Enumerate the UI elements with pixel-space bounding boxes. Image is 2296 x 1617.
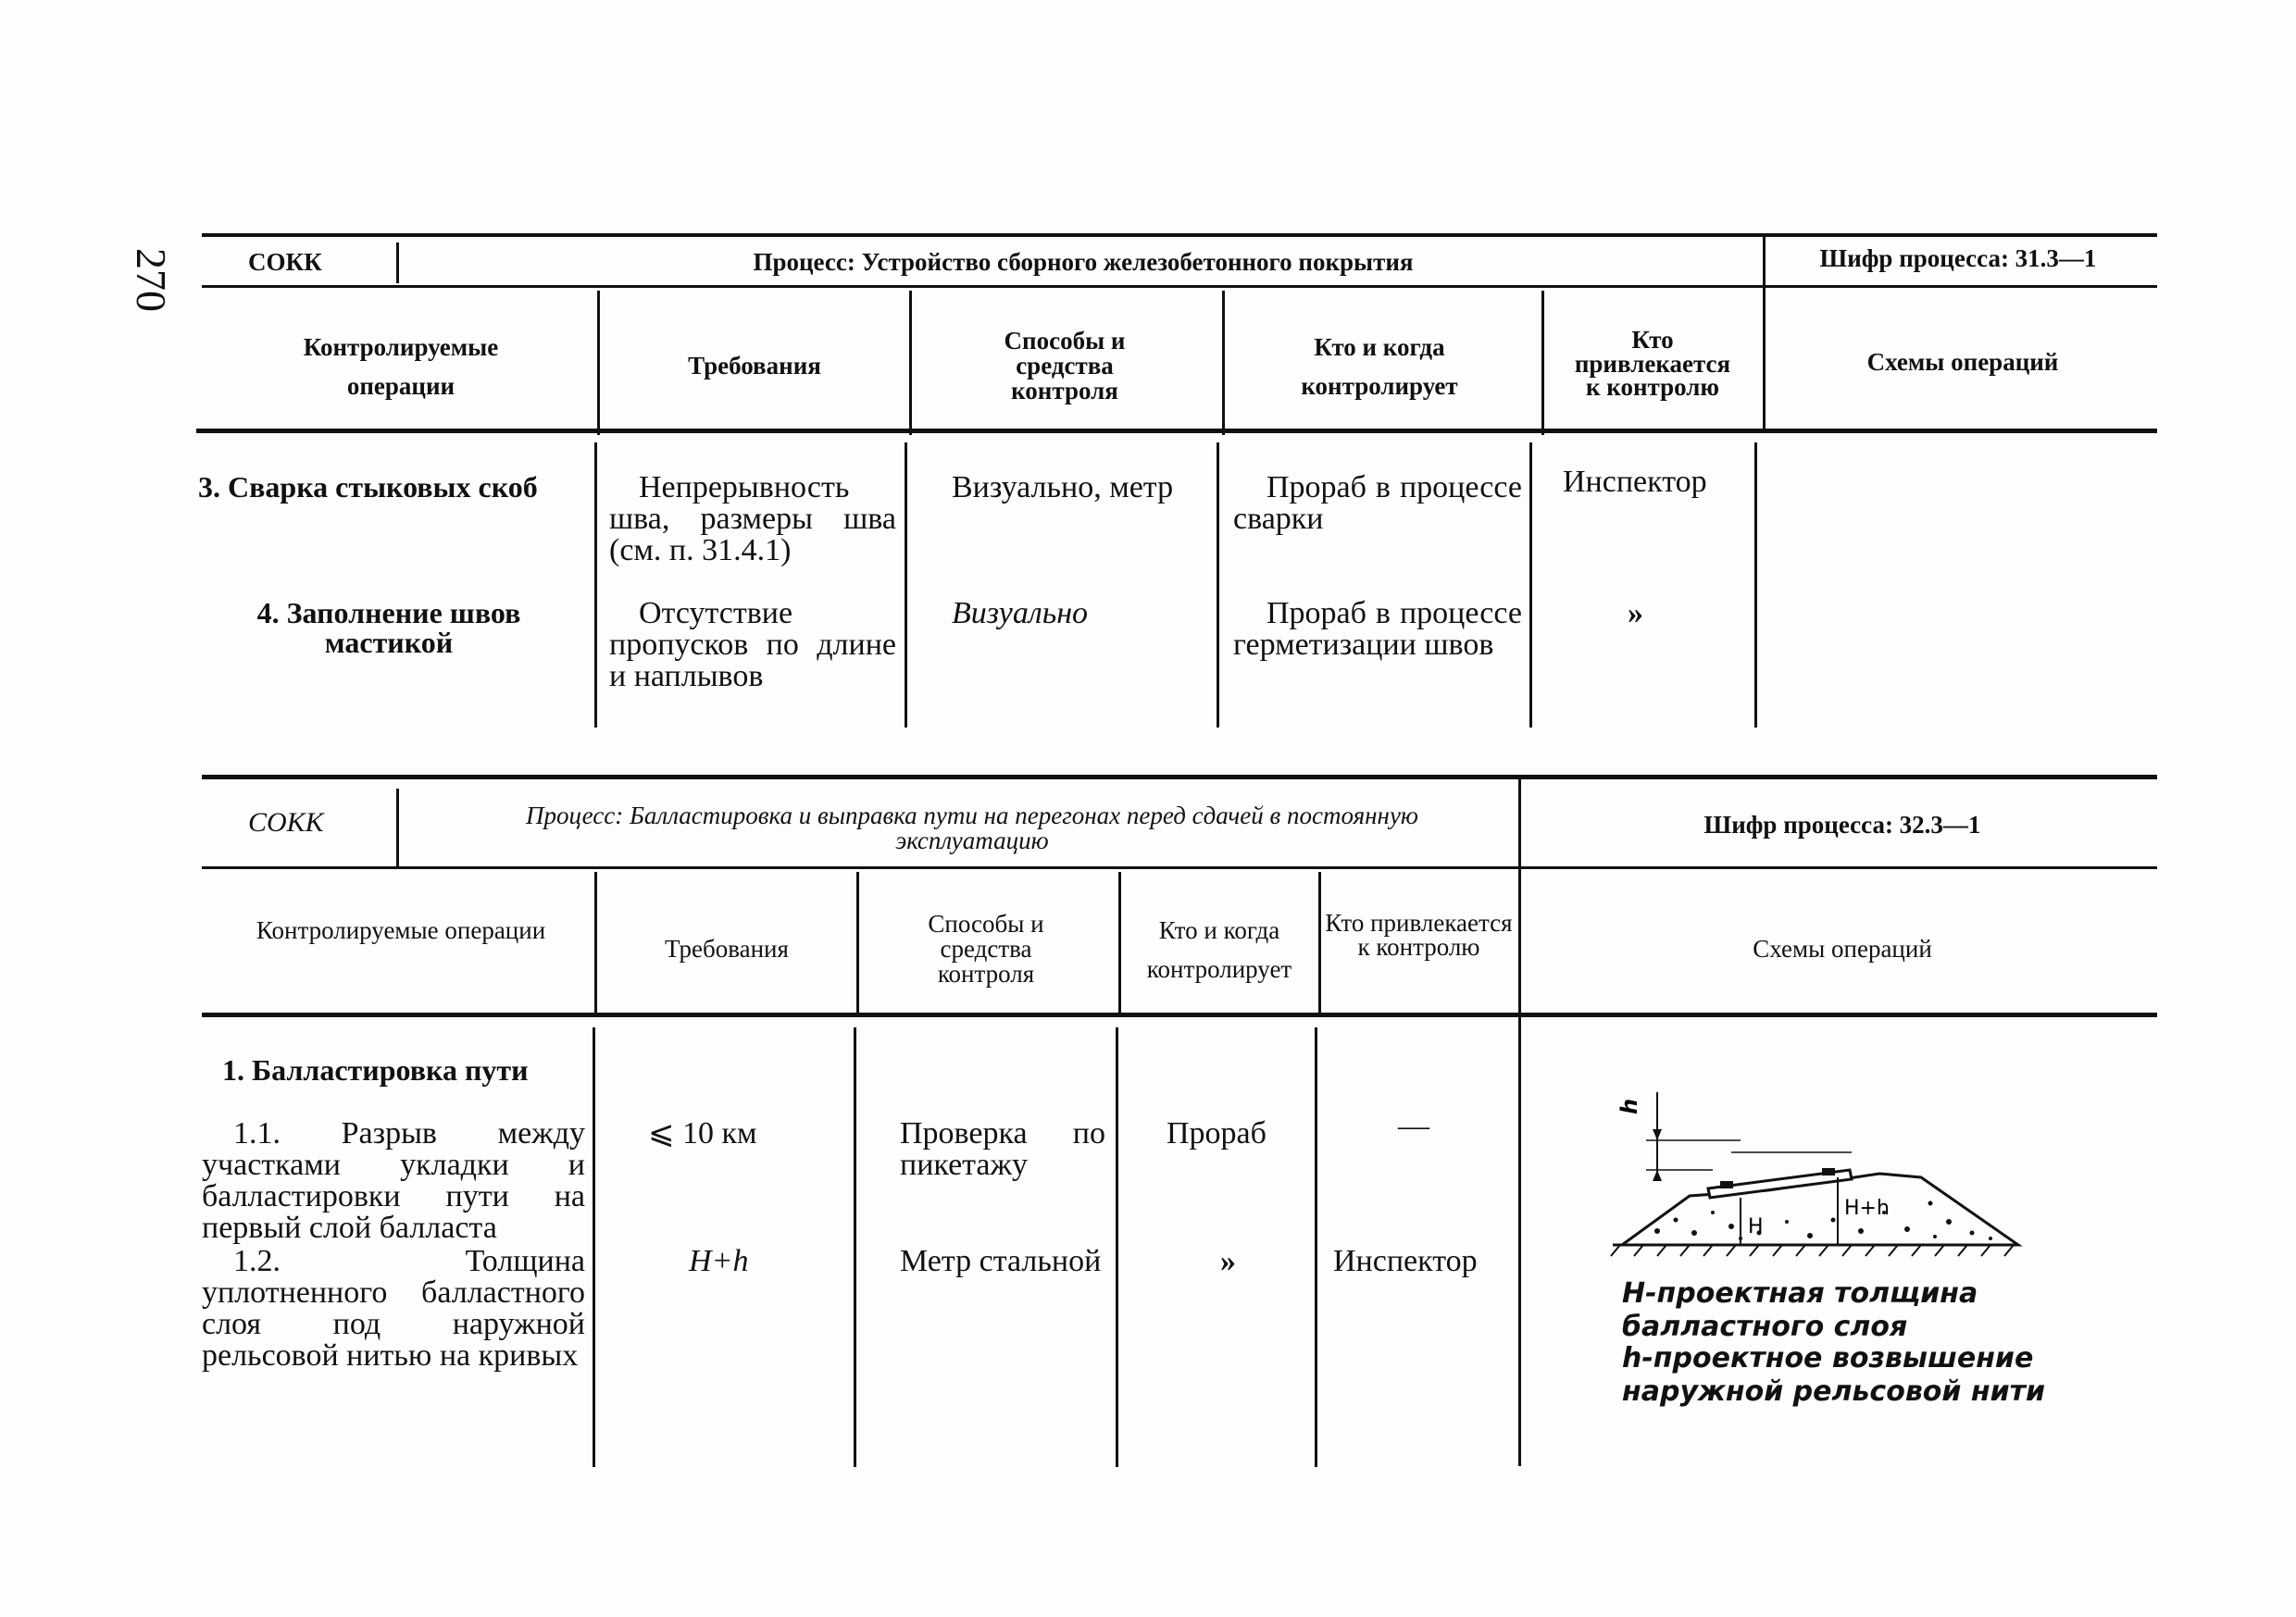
table1-header-who-when: Кто и когда контролирует: [1301, 333, 1458, 400]
table2-row2-requirement: H+h: [689, 1244, 749, 1278]
diagram-legend-h: h-проектное возвышение наружной рельсовой нити: [1622, 1342, 2046, 1408]
table2-header-schemes: Схемы операций: [1753, 935, 1932, 963]
table2-row1-who-involved: —: [1398, 1109, 1429, 1143]
table2-row1-operation: 1.1. Разрыв между участками укладки и балластировки пути на первый слой балласта: [202, 1116, 585, 1245]
table1-row2-requirement: Отсутствие пропусков по длине и наплывов: [609, 596, 896, 693]
table2-row2-operation: 1.2. Толщина уплотненного балластного слоя под наружной рельсовой нитью на кривых: [202, 1244, 585, 1373]
table1-header-who-involved: Кто привлекается к контролю: [1574, 326, 1731, 402]
table2-section-title: 1. Балластировка пути: [222, 1053, 529, 1087]
table1-header-methods: Способы и средства контроля: [1004, 327, 1126, 404]
table2-process-code: Шифр процесса: 32.3—1: [1703, 811, 1981, 839]
table1-header-operations: Контролируемые операции: [303, 333, 499, 400]
table1-sokk: СОКК: [248, 248, 322, 276]
table1-process-code: Шифр процесса: 31.3—1: [1819, 244, 2097, 272]
table1-row2-who-when: Прораб в процессе герметизации швов: [1233, 596, 1522, 662]
table2-header-who-when: Кто и когда контролирует: [1146, 916, 1292, 983]
diagram-h-dim-label: h: [1616, 1098, 1642, 1114]
table1-row1-who-when: Прораб в процессе сварки: [1233, 470, 1522, 536]
table2-row2-who-when: »: [1220, 1244, 1236, 1278]
table2-row2-method: Метр стальной: [900, 1244, 1102, 1278]
diagram-H-label: H: [1748, 1215, 1764, 1238]
table1-header-schemes: Схемы операций: [1866, 348, 2059, 376]
table2-header-requirements: Требования: [665, 935, 789, 963]
table1-row2-who-involved: »: [1628, 596, 1643, 630]
table2-row1-who-when: Прораб: [1167, 1116, 1267, 1151]
table1-header-requirements: Требования: [688, 352, 821, 379]
table1-row2-operation: 4. Заполнение швов мастикой: [256, 596, 521, 659]
table2-row1-method: Проверка по пикетажу: [900, 1116, 1105, 1182]
diagram-Hh-label: H+h: [1844, 1197, 1890, 1220]
table1-row1-who-involved: Инспектор: [1563, 465, 1707, 499]
table1-row1-requirement: Непрерывность шва, размеры шва (см. п. 31.4.1): [609, 470, 896, 567]
ballast-cross-section-diagram: [1602, 1074, 2028, 1259]
table1-row2-method: Визуально: [952, 596, 1089, 630]
table2-header-methods: Способы и средства контроля: [928, 910, 1044, 988]
table2-process-title: Процесс: Балластировка и выправка пути на перегонах перед сдачей в постоянную эксплуатацию: [526, 802, 1418, 854]
table1-row1-method: Визуально, метр: [952, 470, 1174, 504]
table2-row2-who-involved: Инспектор: [1333, 1244, 1478, 1278]
table2-row1-requirement: ⩽ 10 км: [648, 1116, 757, 1151]
page-number: 270: [128, 248, 175, 312]
table1-row1-operation: 3. Сварка стыковых скоб: [198, 470, 538, 504]
table1-process-title: Процесс: Устройство сборного железобетонного покрытия: [753, 248, 1414, 276]
table2-sokk: СОКК: [248, 807, 324, 838]
table2-header-operations: Контролируемые операции: [256, 916, 546, 944]
diagram-legend-H: H-проектная толщина балластного слоя: [1622, 1277, 1978, 1343]
table2-header-who-involved: Кто привлекается к контролю: [1325, 909, 1513, 961]
